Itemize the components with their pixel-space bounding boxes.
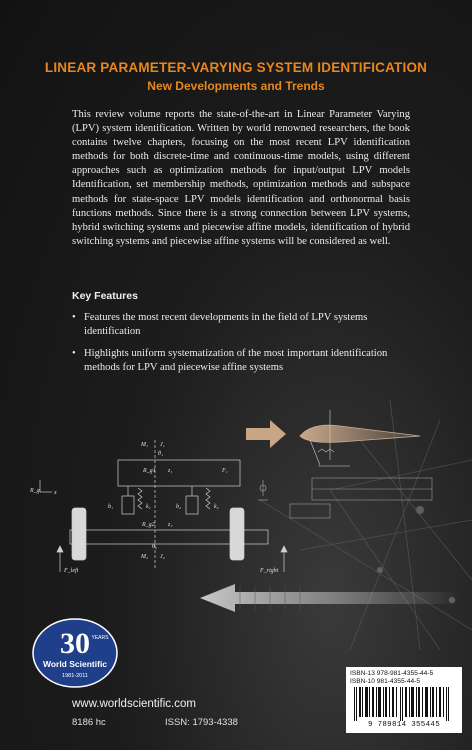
publisher-url: www.worldscientific.com <box>72 698 196 710</box>
bullet-icon: • <box>72 348 76 359</box>
block-diagram <box>290 478 432 518</box>
svg-text:30: 30 <box>60 627 90 660</box>
cover-artwork <box>0 400 472 650</box>
book-title: LINEAR PARAMETER-VARYING SYSTEM IDENTIFICATION <box>44 60 428 75</box>
svg-text:J₁: J₁ <box>160 442 165 448</box>
svg-text:z₂: z₂ <box>168 522 173 528</box>
key-features-list <box>72 311 417 383</box>
airfoil-diagram <box>300 410 420 466</box>
barcode-panel <box>346 667 462 733</box>
barcode-icon <box>350 687 458 721</box>
suspension-diagram <box>40 440 287 572</box>
feature-item: • Features the most recent developments in the field of LPV systems identification <box>72 312 368 337</box>
isbn-10: ISBN-10 981-4355-44-5 <box>350 678 421 685</box>
svg-text:F_right: F_right <box>260 568 279 574</box>
svg-text:x: x <box>54 490 57 496</box>
gear-icon <box>258 480 268 500</box>
right-arrow-decoration <box>246 420 286 448</box>
svg-text:z₁: z₁ <box>168 468 173 474</box>
left-arrow-decoration <box>200 584 460 612</box>
svg-text:θ₂: θ₂ <box>152 544 158 550</box>
svg-text:b₁: b₁ <box>108 504 114 510</box>
svg-text:R_g1: R_g1 <box>143 468 156 474</box>
svg-text:J₂: J₂ <box>160 554 165 560</box>
product-code: 8186 hc <box>72 717 106 728</box>
feature-item: • Highlights uniform systematization of the most important identification methods for LPV and piecewise affine systems <box>72 348 388 373</box>
svg-text:M₂: M₂ <box>141 554 149 560</box>
svg-text:k₁: k₁ <box>146 504 151 510</box>
svg-text:YEARS: YEARS <box>91 635 109 641</box>
key-features-heading: Key Features <box>72 290 138 302</box>
svg-text:1981-2011: 1981-2011 <box>62 673 88 679</box>
barcode-digits: 9 789814 355445 <box>367 721 440 729</box>
svg-text:World Scientific: World Scientific <box>42 659 108 669</box>
svg-text:F₁: F₁ <box>222 468 228 474</box>
isbn-13: ISBN-13 978-981-4355-44-5 <box>350 670 434 677</box>
svg-text:F_left: F_left <box>64 568 79 574</box>
issn-number: ISSN: 1793-4338 <box>165 717 238 728</box>
world-scientific-30-years-logo <box>30 615 120 690</box>
svg-text:R_g: R_g <box>30 488 40 494</box>
bullet-icon: • <box>72 312 76 323</box>
svg-text:b₂: b₂ <box>176 504 182 510</box>
svg-text:θ₁: θ₁ <box>158 451 164 457</box>
svg-text:k₂: k₂ <box>214 504 219 510</box>
svg-text:M₁: M₁ <box>141 442 149 448</box>
description-text: This review volume reports the state-of-the-art in Linear Parameter Varying (LPV) system identification. Written by world renowned researchers, the book contains twelve chapters, focusing on the most recent LPV identification methods for both discrete-time and continuous-time models, using different approaches such as optimization methods for input/output LPV models Identification, set membership methods, optimization methods and subspace methods for state-space LPV models identification and orthonormal basis functions methods. Since there is a strong connection between LPV systems, hybrid switching systems and piecewise affine models, identification of hybrid switching systems and piecewise affine systems will be considered as well. <box>72 109 410 247</box>
svg-text:R_g2: R_g2 <box>142 522 155 528</box>
book-subtitle: New Developments and Trends <box>147 79 325 93</box>
